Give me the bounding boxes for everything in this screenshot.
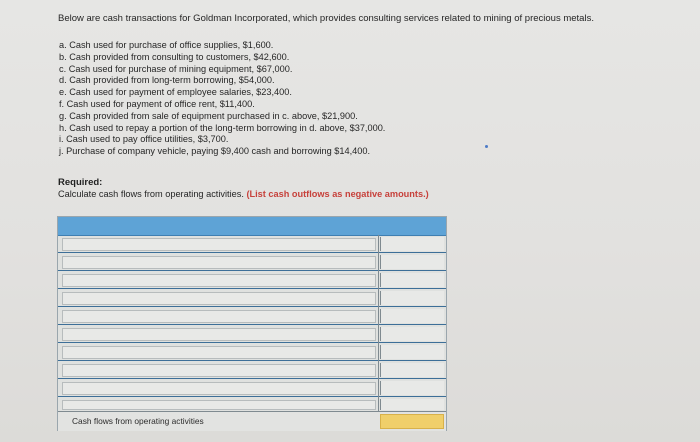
- worksheet-row: [58, 307, 446, 325]
- row-amount-input[interactable]: [380, 327, 444, 341]
- total-amount-input[interactable]: [380, 414, 444, 429]
- transaction-item: g. Cash provided from sale of equipment purchased in c. above, $21,900.: [59, 110, 358, 121]
- worksheet-total-row: [58, 411, 446, 431]
- transaction-item: f. Cash used for payment of office rent, $11,400.: [59, 98, 255, 109]
- required-note: (List cash outflows as negative amounts.): [246, 189, 429, 199]
- worksheet-row: [58, 361, 446, 379]
- required-heading: Required:: [58, 177, 103, 188]
- worksheet-row: [58, 289, 446, 307]
- decorative-dot: [485, 145, 488, 148]
- row-amount-input[interactable]: [380, 399, 444, 410]
- row-label-input[interactable]: [62, 238, 376, 251]
- transaction-item: i. Cash used to pay office utilities, $3,700.: [59, 134, 229, 145]
- transaction-item: e. Cash used for payment of employee salaries, $23,400.: [59, 87, 292, 98]
- worksheet-row: [58, 343, 446, 361]
- transaction-list: [59, 40, 385, 158]
- row-amount-input[interactable]: [380, 273, 444, 287]
- row-amount-input[interactable]: [380, 309, 444, 323]
- row-label-input[interactable]: [62, 292, 376, 305]
- transaction-item: j. Purchase of company vehicle, paying $9,400 cash and borrowing $14,400.: [59, 146, 371, 157]
- transaction-item: a. Cash used for purchase of office supplies, $1,600.: [59, 40, 274, 50]
- worksheet-row: [58, 397, 446, 411]
- row-amount-input[interactable]: [380, 345, 444, 359]
- problem-intro: Below are cash transactions for Goldman Incorporated, which provides consulting services related to mining of precious metals.: [58, 13, 594, 24]
- row-label-input[interactable]: [62, 382, 376, 395]
- row-amount-input[interactable]: [380, 255, 444, 269]
- operating-cash-flow-worksheet: [57, 216, 447, 431]
- row-amount-input[interactable]: [380, 237, 444, 251]
- worksheet-row: [58, 325, 446, 343]
- row-label-input[interactable]: [62, 310, 376, 323]
- row-amount-input[interactable]: [380, 291, 444, 305]
- transaction-item: h. Cash used to repay a portion of the long-term borrowing in d. above, $37,000.: [59, 122, 386, 133]
- row-amount-input[interactable]: [380, 363, 444, 377]
- transaction-item: d. Cash provided from long-term borrowing, $54,000.: [59, 75, 275, 86]
- worksheet-row: [58, 235, 446, 253]
- worksheet-row: [58, 379, 446, 397]
- transaction-item: b. Cash provided from consulting to customers, $42,600.: [59, 51, 290, 62]
- transaction-item: c. Cash used for purchase of mining equipment, $67,000.: [59, 63, 293, 74]
- row-amount-input[interactable]: [380, 381, 444, 395]
- row-label-input[interactable]: [62, 328, 376, 341]
- row-label-input[interactable]: [62, 400, 376, 410]
- row-label-input[interactable]: [62, 274, 376, 287]
- worksheet-header: [58, 217, 446, 236]
- row-label-input[interactable]: [62, 364, 376, 377]
- required-text: Calculate cash flows from operating activities.: [58, 189, 244, 199]
- worksheet-row: [58, 253, 446, 271]
- required-instructions: [58, 189, 429, 199]
- column-divider: [378, 235, 379, 430]
- total-label: Cash flows from operating activities: [72, 416, 204, 426]
- row-label-input[interactable]: [62, 256, 376, 269]
- worksheet-row: [58, 271, 446, 289]
- row-label-input[interactable]: [62, 346, 376, 359]
